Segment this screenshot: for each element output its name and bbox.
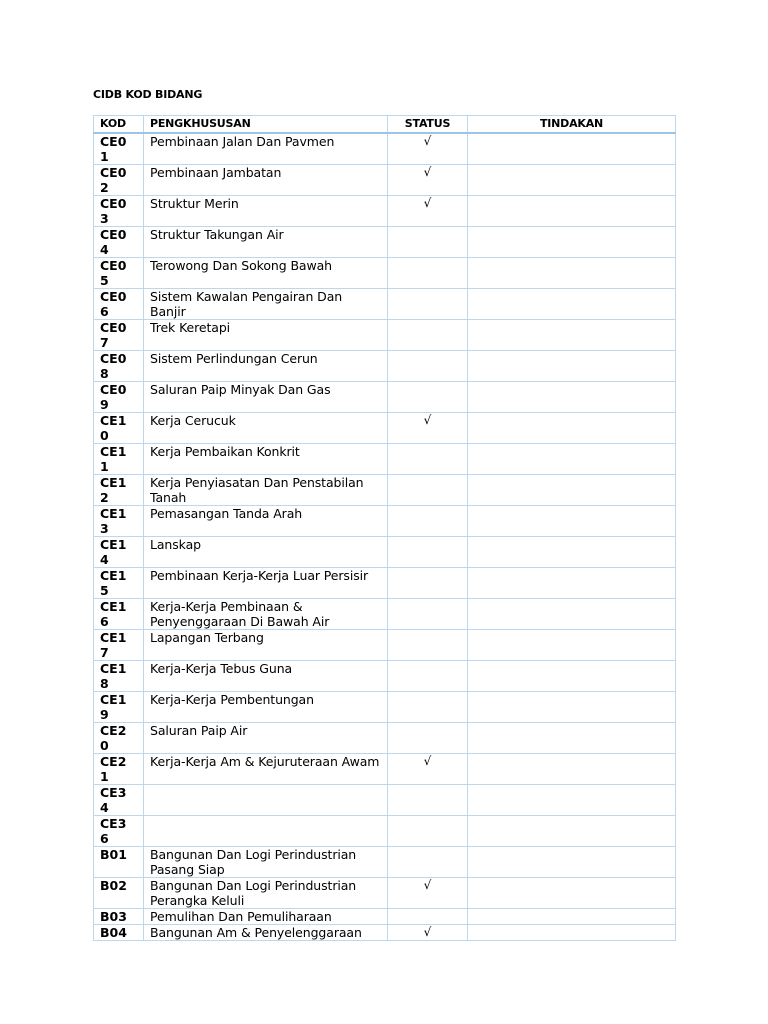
table-row [94,506,676,537]
table-row [94,630,676,661]
table-row [94,909,676,925]
cell-tindakan [468,630,676,661]
table-row [94,692,676,723]
cell-kod [94,630,144,661]
kod-value: CE15 [100,568,127,598]
cell-pengkhususan: Bangunan Dan Logi Perindustrian Pasang Siap [144,847,388,878]
cell-kod [94,661,144,692]
cell-kod [94,320,144,351]
kod-value: CE36 [100,816,127,846]
cell-pengkhususan: Pemulihan Dan Pemuliharaan [144,909,388,925]
kod-value: B02 [100,878,127,893]
kod-value: CE18 [100,661,127,691]
cell-pengkhususan: Struktur Merin [144,196,388,227]
cell-status: √ [388,165,468,196]
cell-kod [94,133,144,165]
cell-status [388,723,468,754]
cell-kod [94,382,144,413]
cell-kod [94,723,144,754]
table-row [94,289,676,320]
cell-status [388,816,468,847]
cell-pengkhususan: Kerja Cerucuk [144,413,388,444]
table-row [94,413,676,444]
cell-status [388,630,468,661]
cell-tindakan [468,165,676,196]
table-row [94,227,676,258]
cell-tindakan [468,444,676,475]
cell-pengkhususan [144,785,388,816]
table-row [94,785,676,816]
cell-status: √ [388,754,468,785]
cell-pengkhususan: Terowong Dan Sokong Bawah [144,258,388,289]
cell-status [388,475,468,506]
cell-tindakan [468,289,676,320]
cell-tindakan [468,878,676,909]
table-body [94,133,676,941]
cell-tindakan [468,568,676,599]
cell-pengkhususan [144,816,388,847]
cell-status [388,382,468,413]
kod-value: CE10 [100,413,127,443]
cell-kod [94,909,144,925]
cell-status [388,351,468,382]
cell-tindakan [468,599,676,630]
cell-tindakan [468,661,676,692]
cell-status [388,909,468,925]
cell-status [388,661,468,692]
table-row [94,878,676,909]
cell-pengkhususan: Kerja Penyiasatan Dan Penstabilan Tanah [144,475,388,506]
cell-pengkhususan: Lapangan Terbang [144,630,388,661]
cell-pengkhususan: Kerja-Kerja Pembentungan [144,692,388,723]
cell-kod [94,816,144,847]
cell-status [388,444,468,475]
kod-value: CE08 [100,351,127,381]
table-row [94,351,676,382]
header-pengkhususan: PENGKHUSUSAN [144,116,388,134]
table-row [94,444,676,475]
table-row [94,382,676,413]
cell-kod [94,196,144,227]
kod-value: CE02 [100,165,127,195]
kod-value: B01 [100,847,127,862]
kod-value: CE16 [100,599,127,629]
cell-tindakan [468,382,676,413]
cell-pengkhususan: Kerja-Kerja Pembinaan & Penyenggaraan Di Bawah Air [144,599,388,630]
kod-value: CE03 [100,196,127,226]
cell-pengkhususan: Sistem Kawalan Pengairan Dan Banjir [144,289,388,320]
cell-kod [94,413,144,444]
table-row [94,847,676,878]
kod-value: CE13 [100,506,127,536]
cell-status [388,227,468,258]
cell-pengkhususan: Pembinaan Jalan Dan Pavmen [144,133,388,165]
cell-kod [94,754,144,785]
table-row [94,816,676,847]
cell-kod [94,227,144,258]
cell-pengkhususan: Kerja-Kerja Tebus Guna [144,661,388,692]
cell-pengkhususan: Bangunan Dan Logi Perindustrian Perangka Keluli [144,878,388,909]
kod-value: B03 [100,909,127,924]
kod-value: CE01 [100,134,127,164]
cell-kod [94,878,144,909]
table-row [94,165,676,196]
table-row [94,723,676,754]
cell-status [388,847,468,878]
cell-pengkhususan: Kerja Pembaikan Konkrit [144,444,388,475]
cell-tindakan [468,258,676,289]
table-row [94,925,676,941]
cell-kod [94,165,144,196]
cell-status [388,692,468,723]
cell-tindakan [468,847,676,878]
cell-kod [94,568,144,599]
table-row [94,661,676,692]
kod-value: CE09 [100,382,127,412]
cell-kod [94,925,144,941]
cell-status [388,537,468,568]
cell-pengkhususan: Pemasangan Tanda Arah [144,506,388,537]
cell-status: √ [388,196,468,227]
cell-kod [94,692,144,723]
cell-status: √ [388,133,468,165]
kod-value: CE07 [100,320,127,350]
document-title: CIDB KOD BIDANG [93,88,203,101]
table-row [94,258,676,289]
cell-tindakan [468,723,676,754]
kod-value: CE17 [100,630,127,660]
table-row [94,196,676,227]
cell-pengkhususan: Saluran Paip Minyak Dan Gas [144,382,388,413]
cell-pengkhususan: Pembinaan Jambatan [144,165,388,196]
table-row [94,133,676,165]
cell-tindakan [468,909,676,925]
cell-pengkhususan: Struktur Takungan Air [144,227,388,258]
cell-tindakan [468,506,676,537]
kod-value: CE14 [100,537,127,567]
cell-pengkhususan: Saluran Paip Air [144,723,388,754]
cell-kod [94,444,144,475]
cell-tindakan [468,133,676,165]
kod-value: CE20 [100,723,127,753]
table-header-row [94,116,676,134]
cell-status [388,320,468,351]
cell-pengkhususan: Sistem Perlindungan Cerun [144,351,388,382]
cell-tindakan [468,227,676,258]
cell-status: √ [388,925,468,941]
cell-pengkhususan: Pembinaan Kerja-Kerja Luar Persisir [144,568,388,599]
cell-status: √ [388,878,468,909]
cell-pengkhususan: Kerja-Kerja Am & Kejuruteraan Awam [144,754,388,785]
cell-pengkhususan: Lanskap [144,537,388,568]
cell-tindakan [468,320,676,351]
cell-tindakan [468,692,676,723]
kod-value: CE21 [100,754,127,784]
cell-tindakan [468,537,676,568]
cell-kod [94,537,144,568]
kod-value: CE34 [100,785,127,815]
cell-status [388,568,468,599]
kod-value: CE04 [100,227,127,257]
kod-value: CE06 [100,289,127,319]
cell-tindakan [468,196,676,227]
table-row [94,320,676,351]
cell-status [388,785,468,816]
cell-kod [94,258,144,289]
cell-pengkhususan: Trek Keretapi [144,320,388,351]
cell-tindakan [468,475,676,506]
kod-value: CE05 [100,258,127,288]
cell-tindakan [468,925,676,941]
cell-kod [94,599,144,630]
table-row [94,599,676,630]
cell-pengkhususan: Bangunan Am & Penyelenggaraan [144,925,388,941]
cell-status [388,289,468,320]
cell-tindakan [468,413,676,444]
cell-kod [94,785,144,816]
cell-kod [94,351,144,382]
header-kod: KOD [94,116,144,134]
table-row [94,568,676,599]
cell-tindakan [468,816,676,847]
kod-value: CE12 [100,475,127,505]
cell-kod [94,289,144,320]
cell-status [388,599,468,630]
cell-kod [94,506,144,537]
table-row [94,754,676,785]
cell-status [388,258,468,289]
cell-tindakan [468,754,676,785]
kod-value: CE19 [100,692,127,722]
header-tindakan: TINDAKAN [468,116,676,134]
kod-value: CE11 [100,444,127,474]
header-status: STATUS [388,116,468,134]
cell-status [388,506,468,537]
cell-status: √ [388,413,468,444]
kod-value: B04 [100,925,127,940]
cell-tindakan [468,351,676,382]
cell-tindakan [468,785,676,816]
table-row [94,537,676,568]
kod-bidang-table [93,115,676,941]
cell-kod [94,847,144,878]
table-row [94,475,676,506]
cell-kod [94,475,144,506]
